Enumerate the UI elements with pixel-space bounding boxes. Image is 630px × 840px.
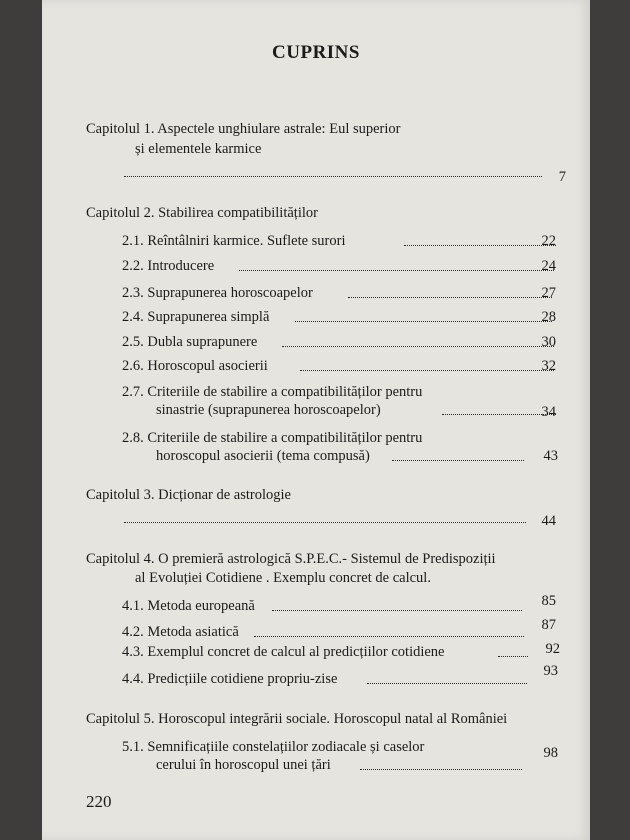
toc-leader	[392, 460, 524, 461]
section-2-6: 2.6. Horoscopul asocierii	[122, 358, 268, 374]
section-2-4: 2.4. Suprapunerea simplă	[122, 309, 270, 325]
section-2-1: 2.1. Reîntâlniri karmice. Suflete surori	[122, 233, 346, 249]
toc-leader	[239, 270, 554, 271]
section-2-1-page: 22	[541, 233, 556, 249]
section-2-3-page: 27	[541, 285, 556, 301]
chapter-4-title: Capitolul 4. O premieră astrologică S.P.E.C.- Sistemul de Predispoziții	[86, 551, 496, 567]
section-2-2: 2.2. Introducere	[122, 258, 215, 274]
toc-leader	[348, 297, 552, 298]
section-2-6-page: 32	[541, 358, 556, 374]
chapter-1-page: 7	[558, 169, 566, 185]
section-2-4-page: 28	[541, 309, 556, 325]
section-4-2-page: 87	[541, 617, 556, 633]
section-2-7: 2.7. Criteriile de stabilire a compatibilităților pentru	[122, 384, 423, 400]
toc-leader	[367, 683, 527, 684]
toc-leader	[254, 636, 524, 637]
toc-leader	[272, 610, 522, 611]
chapter-5-title: Capitolul 5. Horoscopul integrării sociale. Horoscopul natal al României	[86, 711, 508, 727]
section-2-7-cont: sinastrie (suprapunerea horoscoapelor)	[156, 402, 381, 418]
section-2-7-page: 34	[541, 404, 556, 420]
section-4-1: 4.1. Metoda europeană	[122, 598, 255, 614]
chapter-3-title: Capitolul 3. Dicționar de astrologie	[86, 487, 291, 503]
toc-leader	[498, 656, 528, 657]
section-4-3: 4.3. Exemplul concret de calcul al predicțiilor cotidiene	[122, 644, 445, 660]
toc-leader	[282, 346, 554, 347]
section-4-2: 4.2. Metoda asiatică	[122, 624, 239, 640]
section-5-1: 5.1. Semnificațiile constelațiilor zodiacale și caselor	[122, 739, 425, 755]
section-4-3-page: 92	[545, 641, 560, 657]
toc-leader	[124, 522, 526, 523]
chapter-2-title: Capitolul 2. Stabilirea compatibilităților	[86, 205, 318, 221]
section-4-4: 4.4. Predicțiile cotidiene propriu-zise	[122, 671, 338, 687]
chapter-3-page: 44	[541, 513, 556, 529]
toc-leader	[300, 370, 554, 371]
section-2-8: 2.8. Criteriile de stabilire a compatibilităților pentru	[122, 430, 423, 446]
section-2-8-cont: horoscopul asocierii (tema compusă)	[156, 448, 370, 464]
page-title: CUPRINS	[272, 42, 360, 63]
section-2-3: 2.3. Suprapunerea horoscoapelor	[122, 285, 313, 301]
section-5-1-page: 98	[543, 745, 558, 761]
toc-leader	[124, 176, 542, 177]
section-2-5: 2.5. Dubla suprapunere	[122, 334, 258, 350]
chapter-1-title: Capitolul 1. Aspectele unghiulare astrale: Eul superior	[86, 121, 401, 137]
toc-leader	[360, 769, 522, 770]
chapter-4-title-cont: al Evoluției Cotidiene . Exemplu concret de calcul.	[135, 570, 431, 586]
page-number: 220	[86, 792, 112, 811]
section-5-1-cont: cerului în horoscopul unei țări	[156, 757, 331, 773]
chapter-1-title-cont: și elementele karmice	[135, 141, 262, 157]
section-4-4-page: 93	[543, 663, 558, 679]
book-page	[42, 0, 590, 840]
section-2-5-page: 30	[541, 334, 556, 350]
section-4-1-page: 85	[541, 593, 556, 609]
toc-leader	[295, 321, 552, 322]
section-2-8-page: 43	[543, 448, 558, 464]
section-2-2-page: 24	[541, 258, 556, 274]
